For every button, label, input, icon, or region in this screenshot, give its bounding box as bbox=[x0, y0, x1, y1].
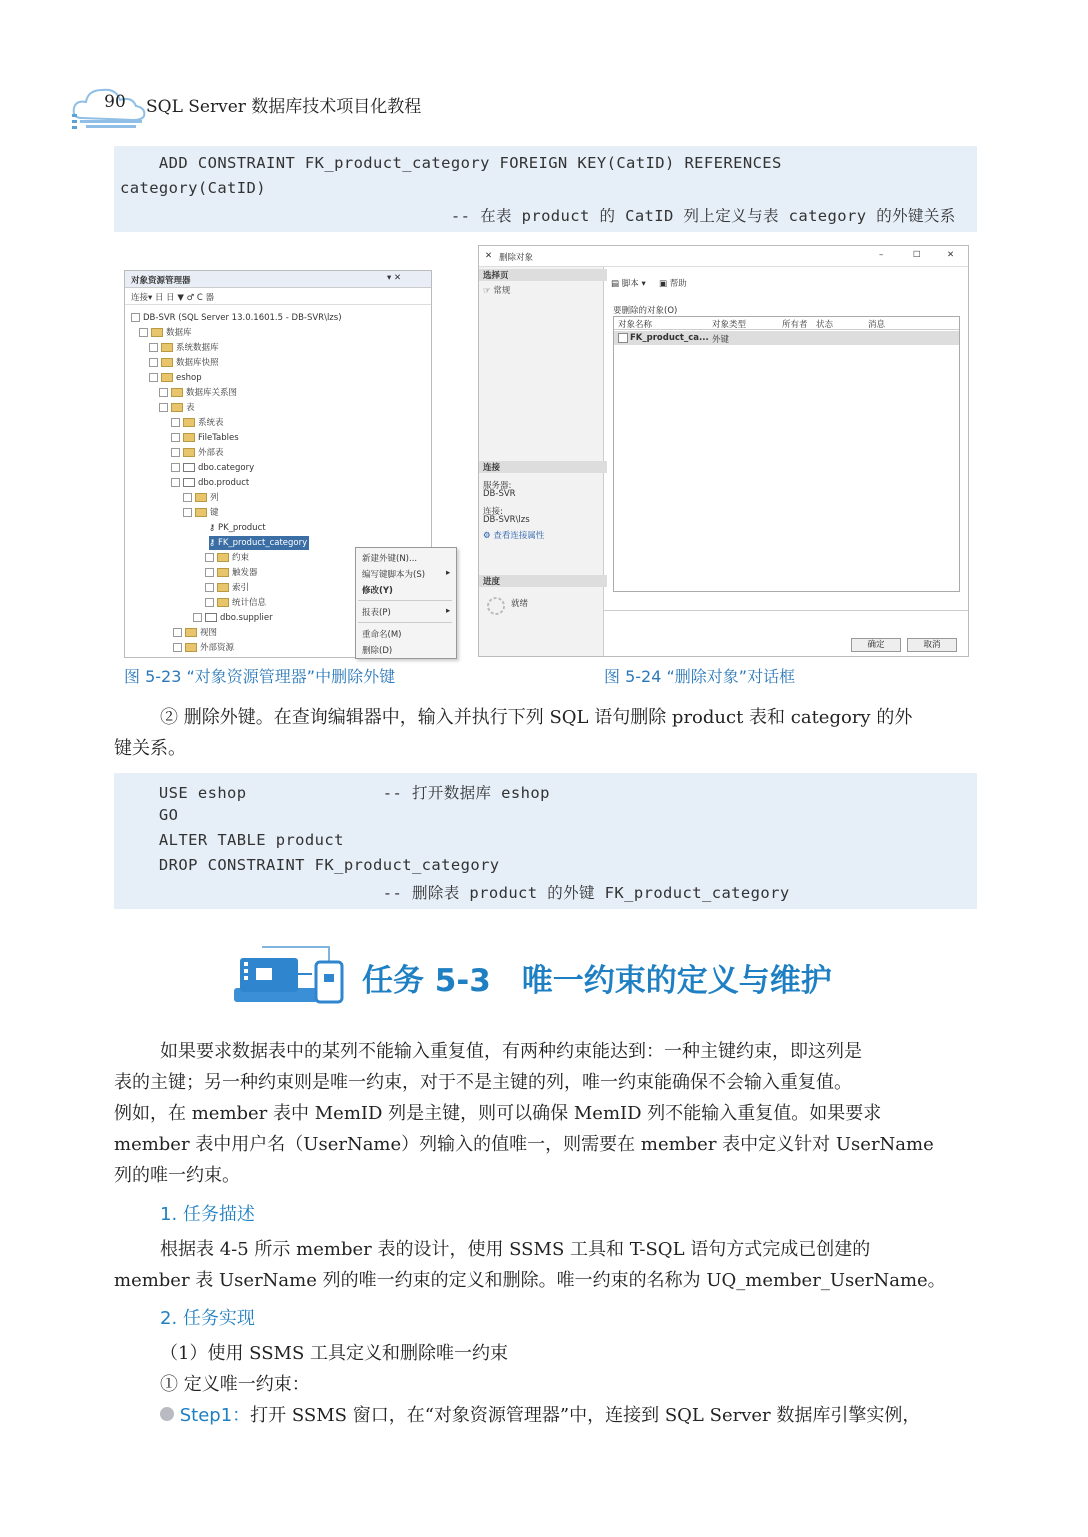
tree-node[interactable]: 约束 bbox=[205, 551, 249, 565]
tree-node[interactable]: 外部资源 bbox=[173, 641, 234, 655]
menu-item-new-foreign-key[interactable]: 新建外键(N)... bbox=[362, 554, 418, 564]
tree-node[interactable]: dbo.category bbox=[171, 461, 254, 475]
toolbar-script-button[interactable]: ▤ 脚本 ▾ bbox=[611, 279, 646, 289]
figure-caption: 图 5-24 “删除对象”对话框 bbox=[604, 667, 796, 686]
minimize-icon[interactable]: – bbox=[879, 250, 884, 260]
tree-node[interactable]: dbo.supplier bbox=[193, 611, 273, 625]
tree-node[interactable]: 数据库 bbox=[139, 326, 192, 340]
maximize-icon[interactable]: ☐ bbox=[913, 250, 921, 260]
menu-item-modify[interactable]: 修改(Y) bbox=[362, 586, 393, 596]
step-text: 打开 SSMS 窗口，在“对象资源管理器”中，连接到 SQL Server 数据库引擎实例， bbox=[250, 1405, 921, 1426]
ok-button[interactable]: 确定 bbox=[851, 638, 901, 652]
tree-node[interactable]: 索引 bbox=[205, 581, 249, 595]
cancel-button[interactable]: 取消 bbox=[907, 638, 957, 652]
paragraph-line: 例如，在 member 表中 MemID 列是主键，则可以确保 MemID 列不能输入重复值。如果要求 bbox=[114, 1103, 882, 1124]
script-icon: ▤ bbox=[611, 279, 622, 289]
tree-node[interactable]: 键 bbox=[183, 506, 219, 520]
column-header[interactable]: 对象类型 bbox=[712, 320, 747, 330]
progress-spinner-icon bbox=[485, 595, 507, 617]
menu-item-reports[interactable]: 报表(P) bbox=[362, 608, 391, 618]
code-block bbox=[114, 773, 977, 909]
progress-label: 进度 bbox=[479, 575, 607, 587]
paragraph-line: 根据表 4-5 所示 member 表的设计，使用 SSMS 工具和 T-SQL 语句方式完成已创建的 bbox=[160, 1239, 871, 1260]
page-icon: ☞ bbox=[483, 286, 494, 296]
column-header[interactable]: 所有者 bbox=[782, 320, 808, 330]
objects-grid bbox=[613, 316, 960, 592]
paragraph-line: （1）使用 SSMS 工具定义和删除唯一约束 bbox=[160, 1343, 509, 1364]
properties-icon: ⚙ bbox=[483, 531, 494, 541]
menu-divider bbox=[358, 622, 452, 623]
progress-status: 就绪 bbox=[511, 599, 529, 609]
tree-node[interactable]: ⚷ PK_product bbox=[209, 523, 266, 533]
paragraph-line: member 表 UserName 列的唯一约束的定义和删除。唯一约束的名称为 UQ_member_UserName。 bbox=[114, 1270, 946, 1291]
paragraph-line: 键关系。 bbox=[114, 738, 186, 759]
tree-node[interactable]: 触发器 bbox=[205, 566, 258, 580]
select-page-label: 选择页 bbox=[479, 269, 607, 281]
connection-label: 连接 bbox=[479, 461, 607, 473]
code-line: -- 在表 product 的 CatID 列上定义与表 category 的外键关系 bbox=[120, 207, 956, 225]
toolbar-help-button[interactable]: ▣ 帮助 bbox=[659, 279, 687, 289]
task-title: 任务 5-3 唯一约束的定义与维护 bbox=[362, 963, 832, 999]
menu-item-script-key[interactable]: 编写键脚本为(S) bbox=[362, 570, 426, 580]
code-line: category(CatID) bbox=[120, 179, 266, 197]
paragraph-line: ① 定义唯一约束： bbox=[160, 1374, 310, 1395]
tree-node[interactable]: DB-SVR (SQL Server 13.0.1601.5 - DB-SVR\lzs) bbox=[131, 311, 342, 325]
tree-node[interactable]: 列 bbox=[183, 491, 219, 505]
pin-icon[interactable]: ▾ ✕ bbox=[387, 273, 402, 283]
server-value: DB-SVR bbox=[483, 489, 516, 499]
key-icon: ⚷ bbox=[209, 538, 218, 548]
code-line: -- 删除表 product 的外键 FK_product_category bbox=[120, 884, 790, 902]
figure-caption: 图 5-23 “对象资源管理器”中删除外键 bbox=[124, 667, 396, 686]
paragraph-line: ② 删除外键。在查询编辑器中，输入并执行下列 SQL 语句删除 product 表和 category 的外 bbox=[160, 707, 913, 728]
step-line bbox=[160, 1400, 920, 1431]
step-label: Step1： bbox=[179, 1405, 251, 1426]
tree-node[interactable]: 系统表 bbox=[171, 416, 224, 430]
section-heading: 1. 任务描述 bbox=[160, 1204, 255, 1225]
submenu-arrow-icon: ▸ bbox=[446, 606, 451, 616]
tree-node[interactable]: 表 bbox=[159, 401, 195, 415]
context-menu bbox=[355, 547, 457, 659]
paragraph-line: 如果要求数据表中的某列不能输入重复值，有两种约束能达到：一种主键约束，即这列是 bbox=[160, 1041, 862, 1062]
code-block bbox=[114, 146, 977, 232]
tree-node[interactable]: 外部表 bbox=[171, 446, 224, 460]
view-connection-properties-link[interactable]: ⚙ 查看连接属性 bbox=[483, 531, 545, 541]
help-icon: ▣ bbox=[659, 279, 670, 289]
close-icon[interactable]: ✕ bbox=[947, 250, 955, 260]
column-header[interactable]: 状态 bbox=[816, 320, 834, 330]
object-explorer-screenshot bbox=[124, 270, 451, 658]
submenu-arrow-icon: ▸ bbox=[446, 568, 451, 578]
objects-label: 要删除的对象(O) bbox=[613, 306, 678, 316]
object-type-cell: 外键 bbox=[712, 335, 730, 345]
menu-item-delete[interactable]: 删除(D) bbox=[362, 646, 393, 656]
code-line: DROP CONSTRAINT FK_product_category bbox=[120, 856, 500, 874]
tree-node[interactable]: 数据库快照 bbox=[149, 356, 219, 370]
tree-node-selected[interactable]: ⚷ FK_product_category bbox=[209, 538, 308, 548]
section-heading: 2. 任务实现 bbox=[160, 1308, 255, 1329]
page-general[interactable]: ☞ 常规 bbox=[483, 286, 511, 296]
dialog-left-pane bbox=[479, 267, 604, 656]
paragraph-line: 列的唯一约束。 bbox=[114, 1165, 240, 1186]
table-row[interactable] bbox=[614, 331, 959, 345]
task-folder-phone-icon bbox=[232, 944, 350, 1006]
key-icon: ⚷ bbox=[209, 523, 218, 533]
menu-divider bbox=[358, 600, 452, 601]
divider bbox=[603, 610, 968, 611]
column-header[interactable]: 消息 bbox=[868, 320, 886, 330]
page-number: 90 bbox=[104, 92, 126, 112]
connection-field-label: 连接: bbox=[483, 507, 503, 517]
delete-object-dialog-screenshot bbox=[478, 245, 969, 657]
book-title: SQL Server 数据库技术项目化教程 bbox=[146, 97, 422, 117]
server-label: 服务器: bbox=[483, 481, 512, 491]
tree-node[interactable]: eshop bbox=[149, 371, 202, 385]
tree-node[interactable]: FileTables bbox=[171, 431, 239, 445]
tree-node[interactable]: 系统数据库 bbox=[149, 341, 219, 355]
tree-node[interactable]: 统计信息 bbox=[205, 596, 266, 610]
dialog-icon: ✕ bbox=[485, 251, 493, 261]
paragraph-line: 表的主键；另一种约束则是唯一约束，对于不是主键的列，唯一约束能确保不会输入重复值。 bbox=[114, 1072, 852, 1093]
connection-value: DB-SVR\lzs bbox=[483, 515, 530, 525]
panel-title: 对象资源管理器 bbox=[131, 276, 191, 286]
menu-item-rename[interactable]: 重命名(M) bbox=[362, 630, 402, 640]
code-line: ALTER TABLE product bbox=[120, 831, 344, 849]
tree-node[interactable]: 视图 bbox=[173, 626, 217, 640]
tree-node[interactable]: 数据库关系图 bbox=[159, 386, 237, 400]
code-line: ADD CONSTRAINT FK_product_category FOREIGN KEY(CatID) REFERENCES bbox=[120, 154, 782, 172]
column-header[interactable]: 对象名称 bbox=[618, 320, 653, 330]
row-checkbox[interactable] bbox=[618, 333, 628, 343]
object-name-cell: FK_product_ca... bbox=[630, 333, 709, 343]
paragraph-line: member 表中用户名（UserName）列输入的值唯一，则需要在 member 表中定义针对 UserName bbox=[114, 1134, 934, 1155]
explorer-toolbar[interactable]: 连接▾ 日 日 ▼ ♂ C 器 bbox=[131, 293, 215, 303]
code-line: GO bbox=[120, 806, 179, 824]
dialog-title: 删除对象 bbox=[499, 253, 534, 263]
tree-node[interactable]: dbo.product bbox=[171, 476, 249, 490]
code-line: USE eshop -- 打开数据库 eshop bbox=[120, 784, 550, 802]
step-bullet-icon bbox=[160, 1407, 174, 1421]
